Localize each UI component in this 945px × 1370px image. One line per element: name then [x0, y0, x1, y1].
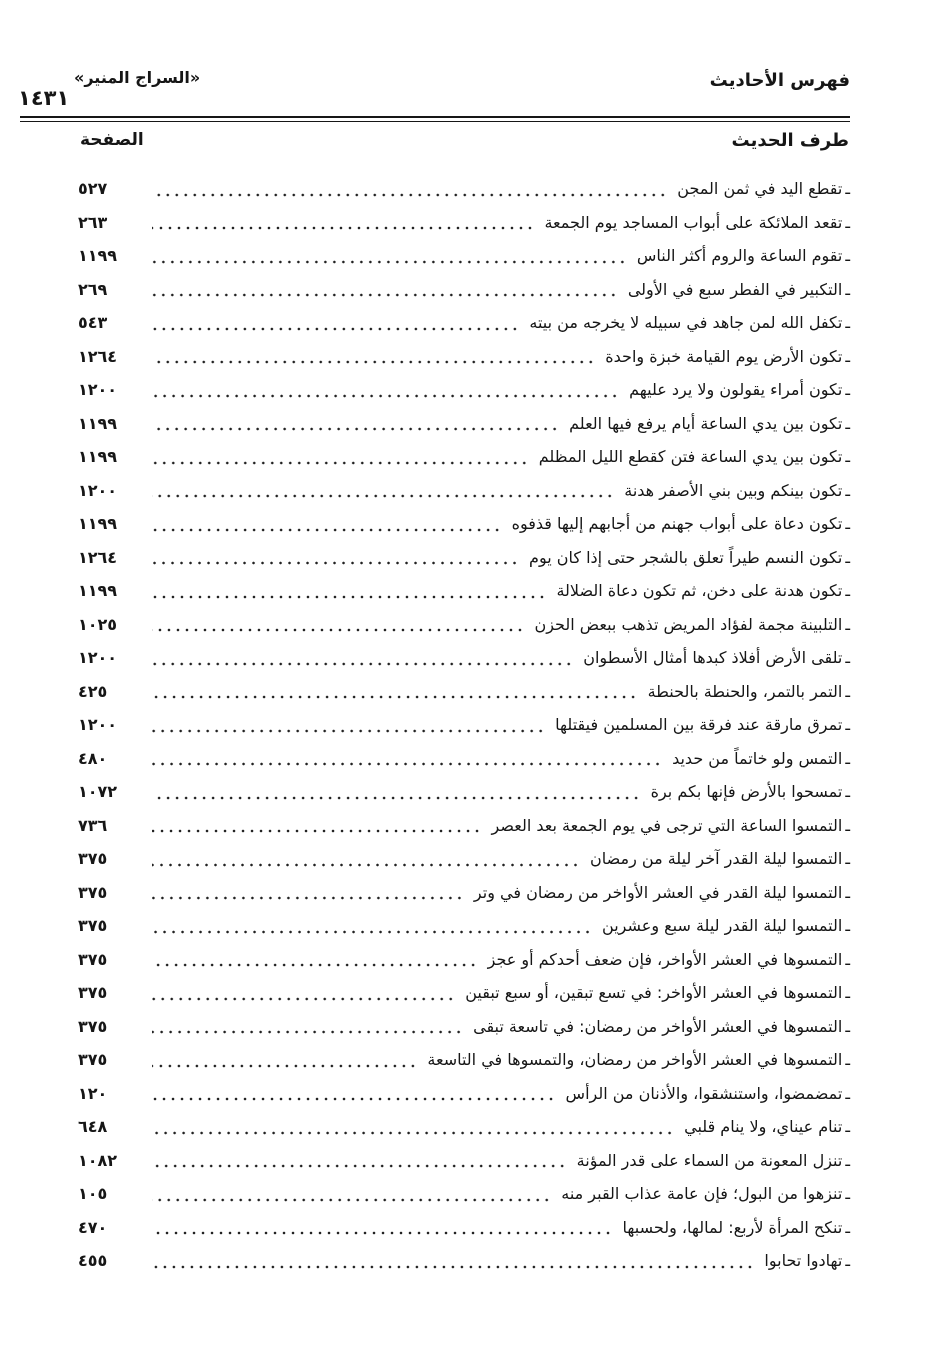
row-bullet: ـ	[845, 480, 850, 500]
page-reference: ٤٧٠	[78, 1217, 108, 1237]
hadith-text: تكون بينكم وبين بني الأصفر هدنة	[624, 480, 843, 500]
leader-dots	[152, 962, 478, 968]
page-number: ١٤٣١	[18, 86, 70, 110]
page-reference: ١١٩٩	[78, 447, 118, 466]
hadith-text: تنام عيناي، ولا ينام قلبي	[684, 1117, 843, 1136]
page-reference: ٢٦٩	[78, 279, 108, 299]
index-row	[78, 976, 850, 1009]
leader-dots	[152, 1230, 613, 1236]
row-bullet: ـ	[845, 1184, 850, 1203]
leader-dots	[152, 426, 559, 432]
index-row	[78, 541, 850, 574]
leader-dots	[152, 326, 519, 332]
index-row	[78, 742, 850, 775]
row-bullet: ـ	[845, 648, 850, 667]
hadith-text: تكون بين يدي الساعة أيام يرفع فيها العلم	[569, 413, 843, 433]
hadith-index-list	[78, 172, 850, 1282]
index-row	[78, 1144, 850, 1177]
index-row	[78, 172, 850, 205]
hadith-text: التمس ولو خاتماً من حديد	[672, 748, 843, 768]
leader-dots	[152, 393, 619, 399]
hadith-text: التمسوا ليلة القدر آخر ليلة من رمضان	[590, 849, 843, 868]
hadith-text: تكون أمراء يقولون ولا يرد عليهم	[629, 380, 843, 399]
row-bullet: ـ	[845, 1217, 850, 1237]
page-reference: ١٢٦٤	[78, 547, 118, 567]
page-reference: ١٢٠٠	[78, 380, 118, 399]
row-bullet: ـ	[845, 916, 850, 935]
hadith-text: تهادوا تحابوا	[764, 1251, 843, 1270]
hadith-text: تكون هدنة على دخن، ثم تكون دعاة الضلالة	[556, 581, 843, 600]
index-row	[78, 708, 850, 741]
index-row	[78, 909, 850, 942]
header-rule	[20, 116, 850, 122]
row-bullet: ـ	[845, 1083, 850, 1103]
hadith-text: تمسحوا بالأرض فإنها بكم برة	[650, 782, 843, 801]
row-bullet: ـ	[845, 346, 850, 366]
row-bullet: ـ	[845, 380, 850, 399]
leader-dots	[152, 627, 524, 633]
leader-dots	[152, 359, 595, 365]
leader-dots	[152, 862, 580, 868]
leader-dots	[152, 493, 614, 499]
leader-dots	[152, 694, 638, 700]
hadith-text: التمسوا ليلة القدر في العشر الأواخر من رمضان في وتر	[473, 882, 843, 902]
row-bullet: ـ	[845, 547, 850, 567]
hadith-text: تكفل الله لمن جاهد في سبيله لا يخرجه من بيته	[529, 313, 843, 332]
row-bullet: ـ	[845, 983, 850, 1002]
hadith-text: تمضمضوا، واستنشقوا، والأذنان من الرأس	[565, 1083, 843, 1103]
row-bullet: ـ	[845, 279, 850, 299]
index-row	[78, 1211, 850, 1244]
leader-dots	[152, 1163, 567, 1169]
leader-dots	[152, 795, 641, 801]
leader-dots	[152, 929, 592, 935]
row-bullet: ـ	[845, 849, 850, 868]
leader-dots	[152, 761, 662, 767]
hadith-text: التمسوها في العشر الأواخر من رمضان: في تاسعة تبقى	[473, 1016, 843, 1036]
row-bullet: ـ	[845, 1050, 850, 1069]
leader-dots	[152, 1264, 754, 1270]
page-reference: ٢٦٣	[78, 212, 108, 232]
hadith-text: التمر بالتمر، والحنطة بالحنطة	[647, 681, 843, 701]
index-row	[78, 507, 850, 540]
row-bullet: ـ	[845, 514, 850, 533]
row-bullet: ـ	[845, 1251, 850, 1270]
row-bullet: ـ	[845, 313, 850, 332]
page-reference: ١٠٧٢	[78, 782, 118, 801]
index-row	[78, 206, 850, 239]
index-row	[78, 574, 850, 607]
index-row	[78, 608, 850, 641]
page-reference: ١١٩٩	[78, 413, 118, 433]
hadith-text: تنزهوا من البول؛ فإن عامة عذاب القبر منه	[561, 1184, 843, 1203]
hadith-text: تمرق مارقة عند فرقة بين المسلمين فيقتلها	[555, 715, 843, 734]
leader-dots	[152, 1029, 463, 1035]
row-bullet: ـ	[845, 681, 850, 701]
index-row	[78, 1110, 850, 1143]
row-bullet: ـ	[845, 246, 850, 265]
hadith-text: التكبير في الفطر سبع في الأولى	[627, 279, 843, 299]
column-header-page: الصفحة	[80, 130, 144, 150]
page-reference: ٥٢٧	[78, 179, 108, 198]
row-bullet: ـ	[845, 815, 850, 835]
row-bullet: ـ	[845, 949, 850, 969]
running-title: فهرس الأحاديث	[709, 70, 850, 91]
hadith-text: التمسوا ليلة القدر ليلة سبع وعشرين	[602, 916, 843, 935]
leader-dots	[152, 661, 573, 667]
leader-dots	[152, 1130, 674, 1136]
index-row	[78, 273, 850, 306]
leader-dots	[152, 828, 482, 834]
index-row	[78, 775, 850, 808]
leader-dots	[152, 1063, 417, 1069]
index-row	[78, 1177, 850, 1210]
hadith-text: تنكح المرأة لأربع: لمالها، ولحسبها	[622, 1217, 843, 1237]
index-row	[78, 1244, 850, 1277]
leader-dots	[152, 292, 618, 298]
index-row	[78, 675, 850, 708]
hadith-text: تنزل المعونة من السماء على قدر المؤنة	[576, 1150, 843, 1170]
page-reference: ١٠٢٥	[78, 614, 118, 634]
row-bullet: ـ	[845, 1117, 850, 1136]
leader-dots	[152, 895, 464, 901]
leader-dots	[152, 560, 519, 566]
row-bullet: ـ	[845, 179, 850, 198]
page-reference: ١٢٠٠	[78, 715, 118, 734]
index-row	[78, 641, 850, 674]
row-bullet: ـ	[845, 212, 850, 232]
hadith-text: التمسوا الساعة التي ترجى في يوم الجمعة بعد العصر	[491, 815, 843, 835]
page-reference: ٣٧٥	[78, 916, 108, 935]
page-reference: ٥٤٣	[78, 313, 108, 332]
index-row	[78, 373, 850, 406]
row-bullet: ـ	[845, 581, 850, 600]
index-row	[78, 809, 850, 842]
hadith-text: التلبينة مجمة لفؤاد المريض تذهب ببعض الحزن	[534, 614, 843, 634]
page-reference: ٣٧٥	[78, 949, 108, 969]
index-row	[78, 340, 850, 373]
page-reference: ١٢٠٠	[78, 648, 118, 667]
page-reference: ٤٢٥	[78, 681, 108, 701]
row-bullet: ـ	[845, 782, 850, 801]
hadith-text: التمسوها في العشر الأواخر، فإن ضعف أحدكم أو عجز	[487, 949, 843, 969]
index-row	[78, 1043, 850, 1076]
page-reference: ١٢٠٠	[78, 480, 118, 500]
page-reference: ١١٩٩	[78, 581, 118, 600]
leader-dots	[152, 192, 667, 198]
page-reference: ٣٧٥	[78, 882, 108, 902]
page-reference: ١١٩٩	[78, 246, 118, 265]
index-row	[78, 842, 850, 875]
index-row	[78, 474, 850, 507]
index-row	[78, 407, 850, 440]
page-reference: ١٠٥	[78, 1184, 108, 1203]
leader-dots	[152, 259, 627, 265]
hadith-text: تكون النسم طيراً تعلق بالشجر حتى إذا كان يوم	[529, 547, 843, 567]
page-reference: ١١٩٩	[78, 514, 118, 533]
hadith-text: تقوم الساعة والروم أكثر الناس	[636, 246, 843, 265]
page-reference: ٣٧٥	[78, 849, 108, 868]
leader-dots	[152, 527, 502, 533]
page-reference: ٤٨٠	[78, 748, 108, 768]
page-reference: ٣٧٥	[78, 983, 108, 1002]
index-row	[78, 239, 850, 272]
leader-dots	[152, 1096, 556, 1102]
row-bullet: ـ	[845, 1150, 850, 1170]
page-reference: ٦٤٨	[78, 1117, 108, 1136]
row-bullet: ـ	[845, 614, 850, 634]
page-reference: ٤٥٥	[78, 1251, 108, 1270]
index-row	[78, 1010, 850, 1043]
hadith-text: تقعد الملائكة على أبواب المساجد يوم الجمعة	[544, 212, 843, 232]
hadith-text: التمسوها في العشر الأواخر من رمضان، والتمسوها في التاسعة	[427, 1050, 843, 1069]
hadith-text: تقطع اليد في ثمن المجن	[677, 179, 843, 198]
leader-dots	[152, 996, 455, 1002]
page-reference: ١٠٨٢	[78, 1150, 118, 1170]
index-row	[78, 943, 850, 976]
leader-dots	[152, 728, 545, 734]
leader-dots	[152, 460, 529, 466]
row-bullet: ـ	[845, 413, 850, 433]
page-reference: ١٢٠	[78, 1083, 108, 1103]
leader-dots	[152, 594, 546, 600]
page-reference: ٧٣٦	[78, 815, 108, 835]
hadith-text: التمسوها في العشر الأواخر: في تسع تبقين، أو سبع تبقين	[465, 983, 843, 1002]
leader-dots	[152, 1197, 551, 1203]
hadith-text: تلقى الأرض أفلاذ كبدها أمثال الأسطوان	[583, 648, 843, 667]
row-bullet: ـ	[845, 882, 850, 902]
hadith-text: تكون دعاة على أبواب جهنم من أجابهم إليها قذفوه	[511, 514, 843, 533]
page-reference: ٣٧٥	[78, 1050, 108, 1069]
leader-dots	[152, 225, 534, 231]
row-bullet: ـ	[845, 748, 850, 768]
hadith-text: تكون الأرض يوم القيامة خبزة واحدة	[605, 346, 843, 366]
index-row	[78, 876, 850, 909]
index-row	[78, 306, 850, 339]
index-row	[78, 440, 850, 473]
hadith-text: تكون بين يدي الساعة فتن كقطع الليل المظلم	[538, 447, 843, 466]
column-header-hadith: طرف الحديث	[731, 130, 849, 151]
page-reference: ٣٧٥	[78, 1016, 108, 1036]
page-reference: ١٢٦٤	[78, 346, 118, 366]
index-row	[78, 1077, 850, 1110]
row-bullet: ـ	[845, 447, 850, 466]
row-bullet: ـ	[845, 715, 850, 734]
book-title: «السراج المنير»	[74, 68, 201, 87]
row-bullet: ـ	[845, 1016, 850, 1036]
